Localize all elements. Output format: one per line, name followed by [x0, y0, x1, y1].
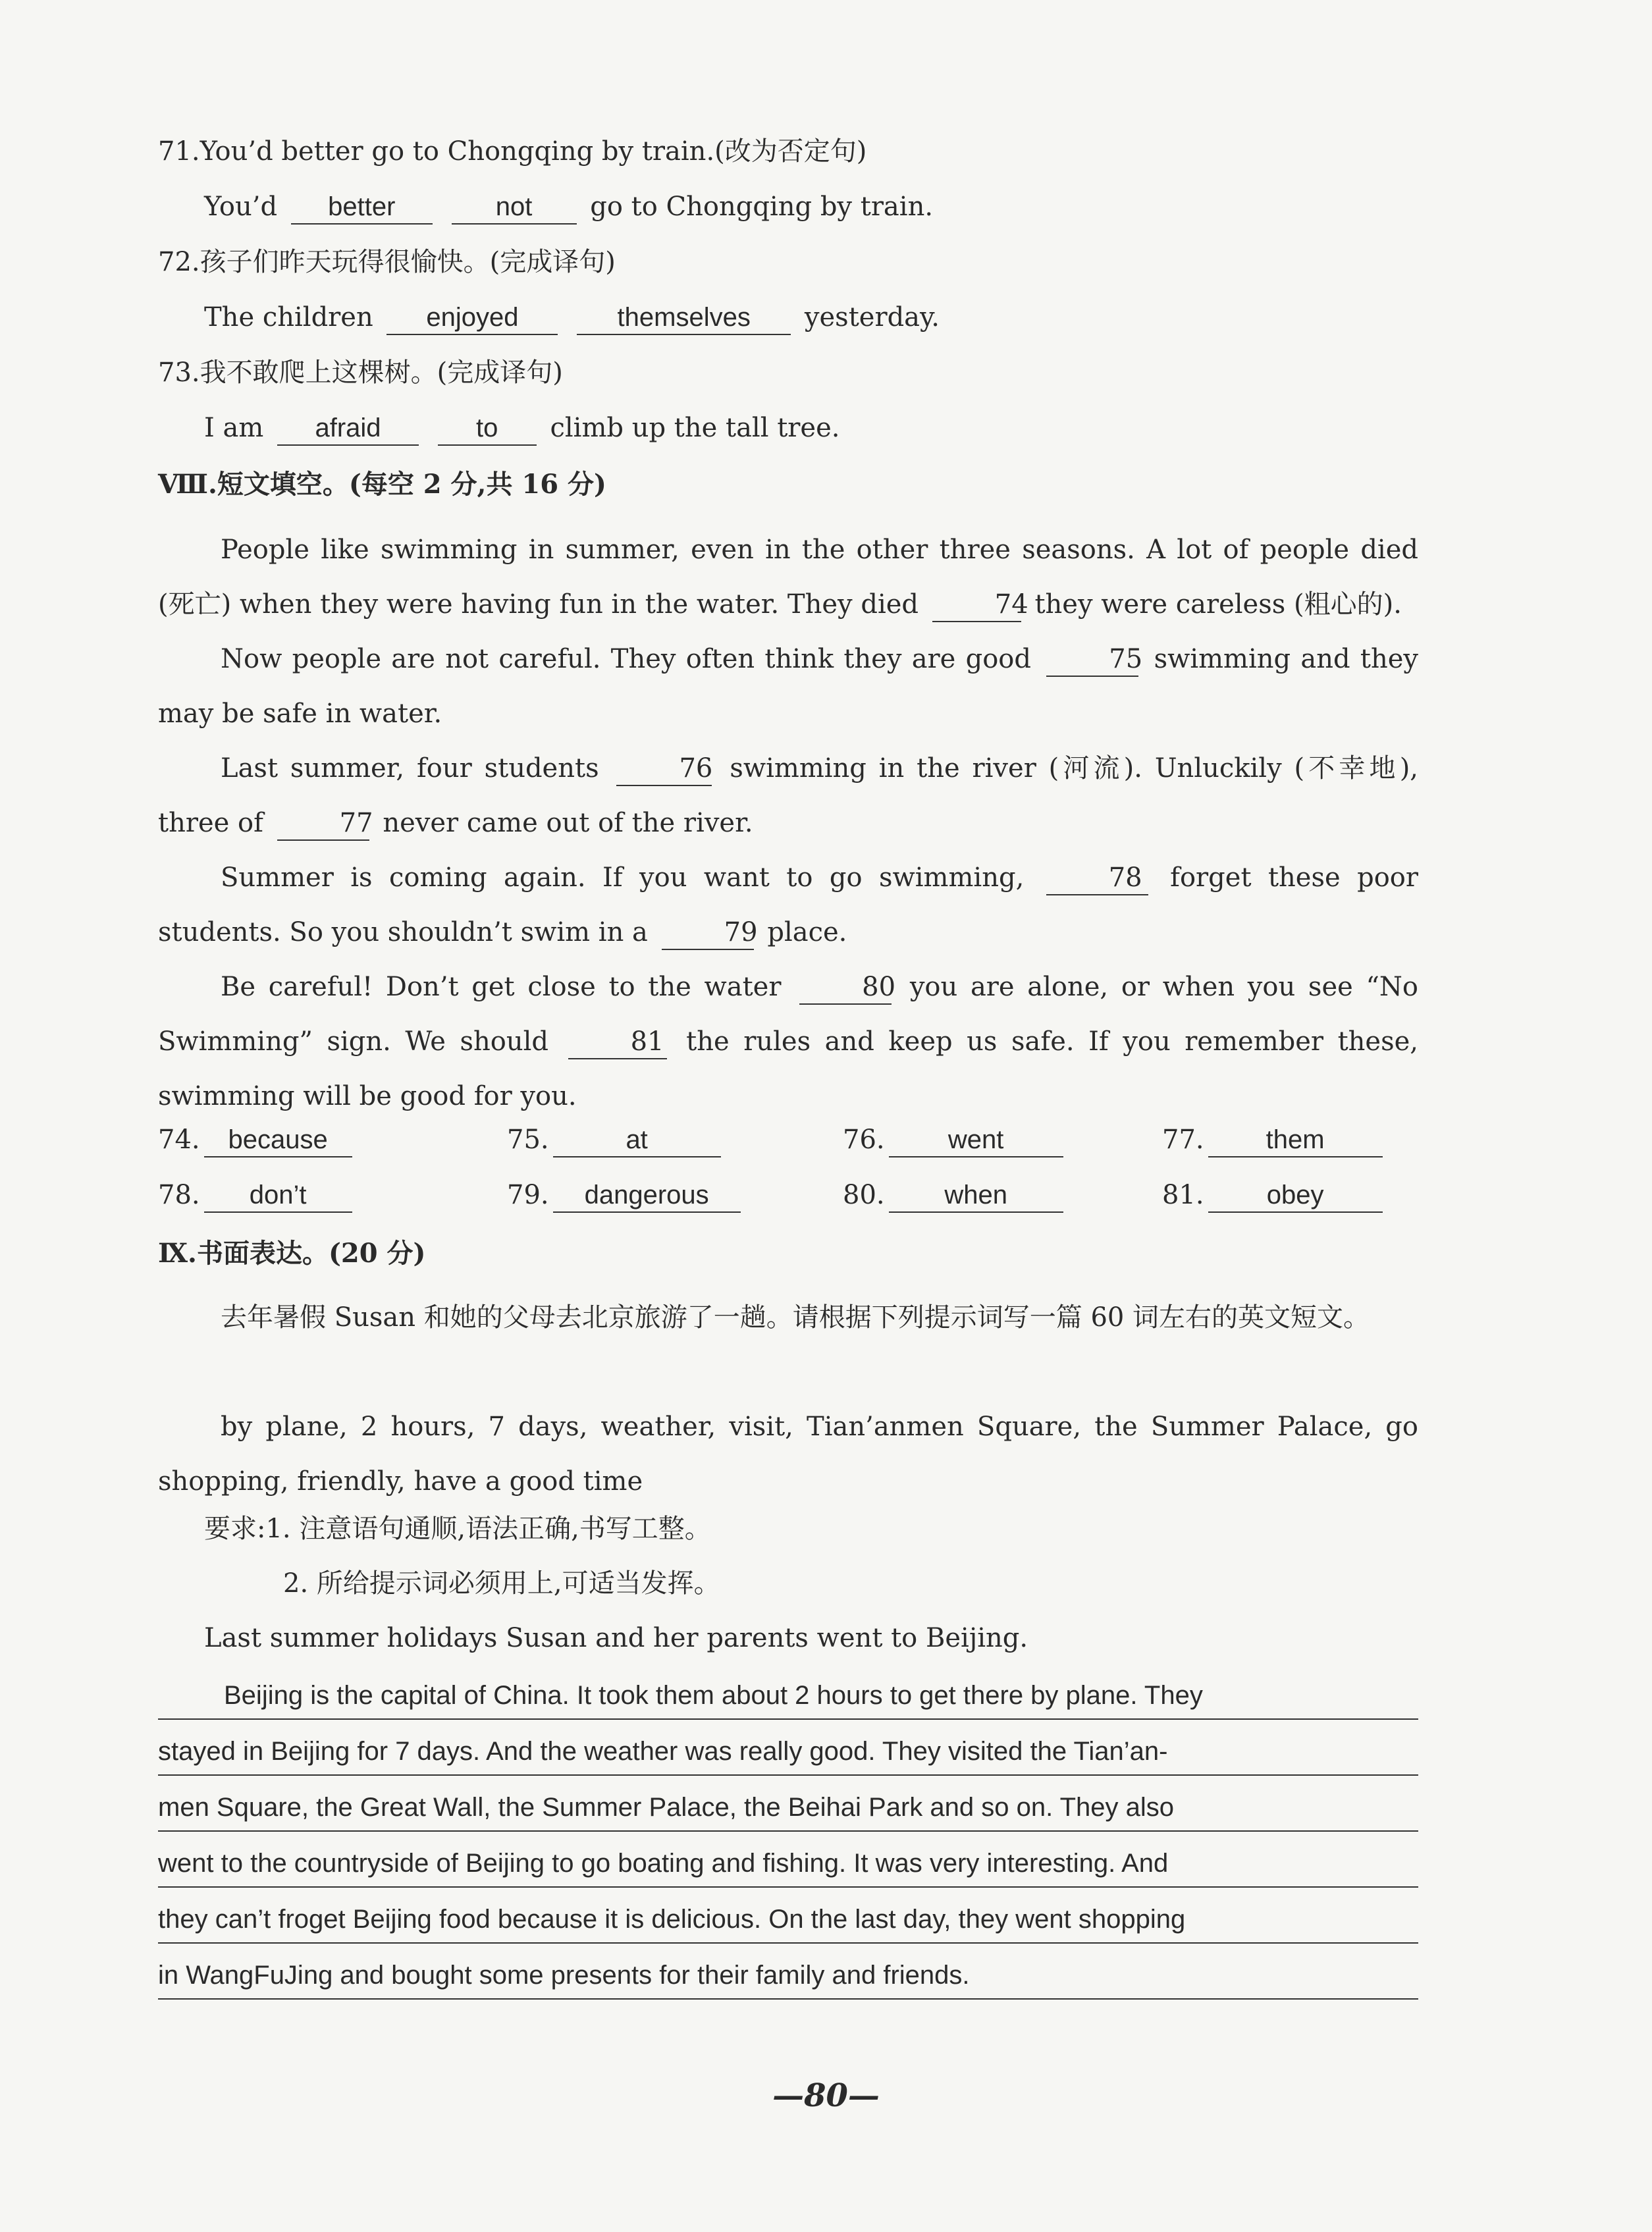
answer-row-1 [158, 1123, 1418, 1163]
p4-text-a: Summer is coming again. If you want to go swimming, [221, 863, 1025, 893]
answer-74 [158, 1123, 358, 1157]
q73-blank-2: to [438, 412, 537, 446]
blank-76: 76 [616, 752, 712, 786]
q72-pre: The children [204, 302, 373, 332]
essay-line-3: men Square, the Great Wall, the Summer Palace, the Beihai Park and so on. They also [158, 1784, 1418, 1832]
q71-answer-line [204, 187, 1418, 226]
essay-line-2: stayed in Beijing for 7 days. And the weather was really good. They visited the Tian’an- [158, 1728, 1418, 1776]
blank-79: 79 [662, 916, 754, 950]
answer-number: 79. [507, 1180, 549, 1210]
blank-77: 77 [277, 807, 369, 841]
section9-opening-sentence: Last summer holidays Susan and her parents went to Beijing. [204, 1623, 1028, 1653]
q71-blank-2: not [452, 190, 577, 225]
section9-requirement-1: 要求:1. 注意语句通顺,语法正确,书写工整。 [204, 1514, 711, 1544]
section9-heading: Ⅸ.书面表达。(20 分) [158, 1238, 426, 1269]
answer-value: them [1208, 1123, 1383, 1157]
answer-value: at [553, 1123, 721, 1157]
answer-number: 78. [158, 1180, 200, 1210]
answer-number: 75. [507, 1125, 549, 1155]
q73-pre: I am [204, 413, 264, 443]
section8-paragraph-3 [158, 741, 1418, 851]
p5-text-d: the rules and keep us safe. If you remember these, swimming will be good for you. [158, 1026, 1418, 1111]
q71-pre: You’d [204, 192, 278, 222]
answer-77 [1162, 1123, 1388, 1157]
blank-75: 75 [1046, 643, 1138, 677]
section9-hints: by plane, 2 hours, 7 days, weather, visit, Tian’anmen Square, the Summer Palace, go shopping, friendly, have a good time [158, 1412, 1418, 1497]
answer-value: don’t [204, 1179, 352, 1213]
blank-74: 74 [932, 588, 1021, 622]
q72-answer-line [204, 298, 1418, 337]
section8-paragraph-5 [158, 960, 1418, 1124]
q72-blank-1: enjoyed [386, 301, 558, 335]
section9-requirement-2: 2. 所给提示词必须用上,可适当发挥。 [283, 1568, 720, 1599]
q72-blank-2: themselves [577, 301, 791, 335]
p2-text-a: Now people are not careful. They often think they are good [221, 644, 1031, 674]
answer-value: dangerous [553, 1179, 741, 1213]
blank-81: 81 [568, 1025, 667, 1059]
essay-line-5: they can’t froget Beijing food because it is delicious. On the last day, they went shopping [158, 1896, 1418, 1944]
section8-paragraph-4 [158, 851, 1418, 960]
answer-80 [843, 1179, 1069, 1213]
answer-number: 80. [843, 1180, 885, 1210]
section8-paragraph-2 [158, 632, 1418, 741]
q71-blank-1: better [291, 190, 433, 225]
q72-post: yesterday. [804, 302, 940, 332]
p3-text-c: swimming in the river (河流). Unluckily (不幸地), three of [158, 753, 1419, 838]
essay-line-6: in WangFuJing and bought some presents for their family and friends. [158, 1952, 1418, 2000]
q73-blank-1: afraid [277, 412, 419, 446]
p3-text-a: Last summer, four students [221, 753, 599, 784]
answer-78 [158, 1179, 358, 1213]
p5-text-a: Be careful! Don’t get close to the water [221, 972, 782, 1002]
answer-81 [1162, 1179, 1388, 1213]
q73-answer-line [204, 408, 1418, 448]
q71-prompt: 71.You’d better go to Chongqing by train.(改为否定句) [158, 136, 867, 167]
p5-text-c: you are alone, or when you see “No Swimming” sign. We should [158, 972, 1419, 1057]
q71-post: go to Chongqing by train. [590, 192, 934, 222]
q73-post: climb up the tall tree. [550, 413, 840, 443]
p1-text-a: People like swimming in summer, even in the other three seasons. A lot of people died (死亡) when they were having fun in the water. They died [158, 535, 1418, 620]
section8-heading: Ⅷ.短文填空。(每空 2 分,共 16 分) [158, 469, 606, 500]
answer-value: went [889, 1123, 1063, 1157]
blank-80: 80 [799, 970, 892, 1005]
p4-text-c: forget these poor students. So you shouldn’t swim in a [158, 863, 1418, 947]
answer-value: when [889, 1179, 1063, 1213]
answer-75 [507, 1123, 726, 1157]
blank-78: 78 [1046, 861, 1148, 895]
answer-row-2 [158, 1179, 1418, 1218]
answer-value: because [204, 1123, 352, 1157]
answer-76 [843, 1123, 1069, 1157]
answer-79 [507, 1179, 746, 1213]
answer-number: 77. [1162, 1125, 1204, 1155]
page-number: —80— [772, 2077, 880, 2114]
essay-line-4: went to the countryside of Beijing to go boating and fishing. It was very interesting. And [158, 1840, 1418, 1888]
section9-intro: 去年暑假 Susan 和她的父母去北京旅游了一趟。请根据下列提示词写一篇 60 词左右的英文短文。 [221, 1302, 1370, 1333]
section8-paragraph-1 [158, 523, 1418, 632]
p4-text-d: place. [767, 917, 847, 947]
essay-line-1: Beijing is the capital of China. It took them about 2 hours to get there by plane. They [158, 1672, 1418, 1720]
answer-number: 76. [843, 1125, 885, 1155]
answer-number: 74. [158, 1125, 200, 1155]
p3-text-d: never came out of the river. [383, 808, 753, 838]
q72-prompt: 72.孩子们昨天玩得很愉快。(完成译句) [158, 247, 616, 277]
q73-prompt: 73.我不敢爬上这棵树。(完成译句) [158, 358, 563, 388]
p1-text-c: they were careless (粗心的). [1034, 589, 1402, 620]
p2-text-c: swimming and they may be safe in water. [158, 644, 1419, 729]
answer-number: 81. [1162, 1180, 1204, 1210]
answer-value: obey [1208, 1179, 1383, 1213]
